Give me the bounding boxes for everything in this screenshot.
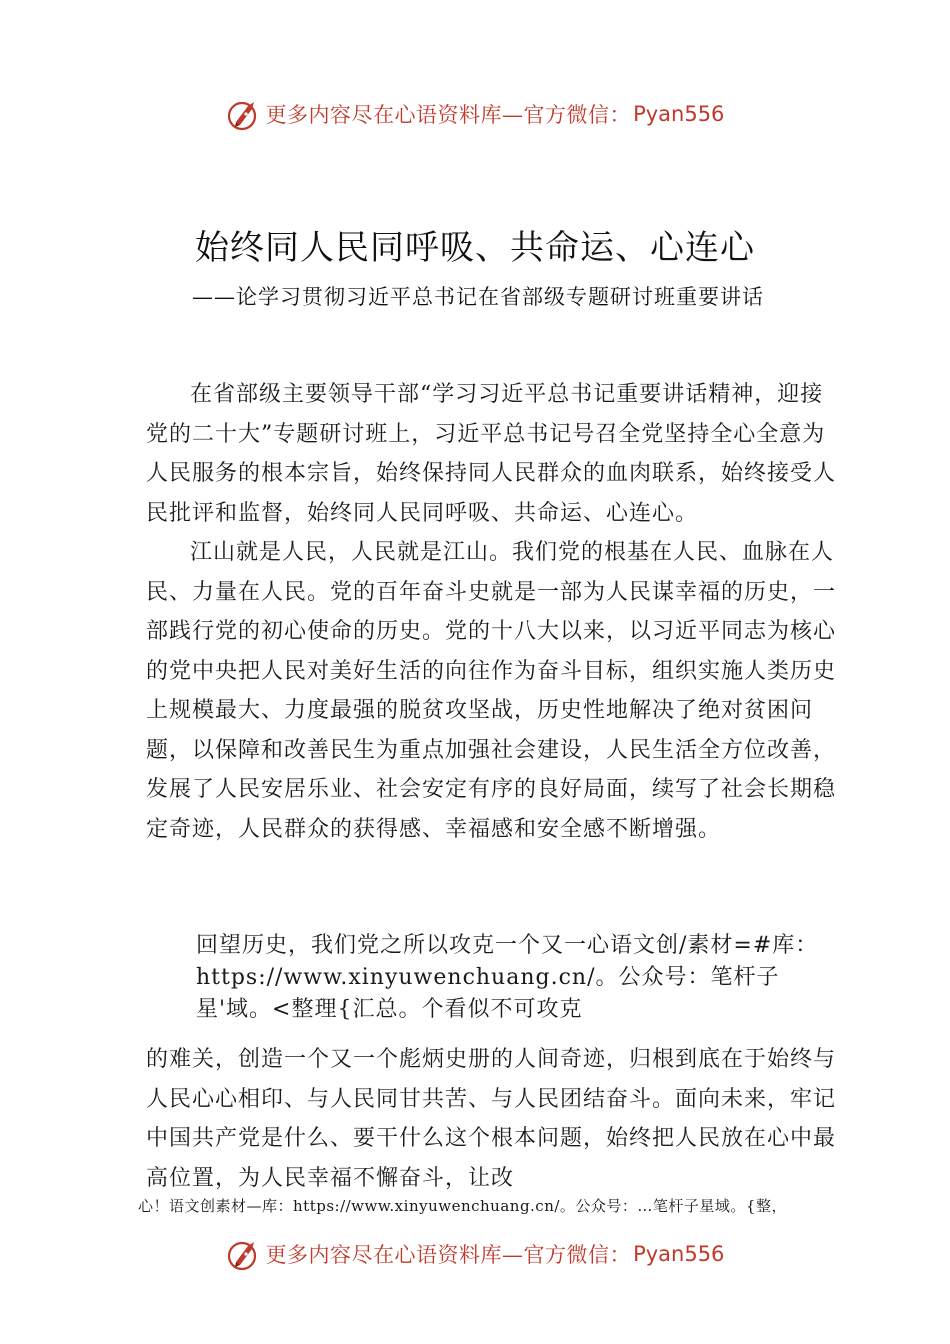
banner-text: 更多内容尽在心语资料库—官方微信： xyxy=(265,103,632,127)
pen-nib-logo-icon xyxy=(226,96,262,132)
paragraph-2: 江山就是人民，人民就是江山。我们党的根基在人民、血脉在人民、力量在人民。党的百年奋斗史就是一部为人民谋幸福的历史，一部践行党的初心使命的历史。党的十八大以来，以习近平同志为核心的党中央把人民对美好生活的向往作为奋斗目标，组织实施人类历史上规模最大、力度最强的脱贫攻坚战，历史性地解决了绝对贫困问题，以保障和改善民生为重点加强社会建设，人民生活全方位改善，发展了人民安居乐业、社会安定有序的良好局面，续写了社会长期稳定奇迹，人民群众的获得感、幸福感和安全感不断增强。 xyxy=(146,540,837,842)
paragraph-continuation: 的难关，创造一个又一个彪炳史册的人间奇迹，归根到底在于始终与人民心心相印、与人民同甘共苦、与人民团结奋斗。面向未来，牢记中国共产党是什么、要干什么这个根本问题，始终把人民放在心中最高位置，为人民幸福不懈奋斗，让改 xyxy=(146,1047,837,1191)
document-title: 始终同人民同呼吸、共命运、心连心 xyxy=(195,228,755,268)
banner-wechat-id: Pyan556 xyxy=(633,102,725,126)
footer-watermark-line: 心！语文创素材—库：https://www.xinyuwenchuang.cn/。公众号：…笔杆子星域。{整， xyxy=(138,1197,787,1215)
document-body xyxy=(146,375,836,849)
pen-nib-logo-icon xyxy=(226,1236,262,1272)
document-subtitle: ——论学习贯彻习近平总书记在省部级专题研讨班重要讲话 xyxy=(192,285,764,309)
banner-text: 更多内容尽在心语资料库—官方微信： xyxy=(265,1243,632,1267)
paragraph-1: 在省部级主要领导干部“学习习近平总书记重要讲话精神，迎接党的二十大”专题研讨班上，习近平总书记号召全党坚持全心全意为人民服务的根本宗旨，始终保持同人民群众的血肉联系，始终接受人民批评和监督，始终同人民同呼吸、共命运、心连心。 xyxy=(146,382,837,526)
header-banner xyxy=(0,92,950,136)
inline-ad-block: 回望历史，我们党之所以攻克一个又一心语文创/素材=#库：https://www.xinyuwenchuang.cn/。公众号：笔杆子星'域。<整理{汇总。个看似不可攻克 xyxy=(196,933,819,1022)
banner-wechat-id: Pyan556 xyxy=(633,1242,725,1266)
footer-banner xyxy=(0,1232,950,1276)
